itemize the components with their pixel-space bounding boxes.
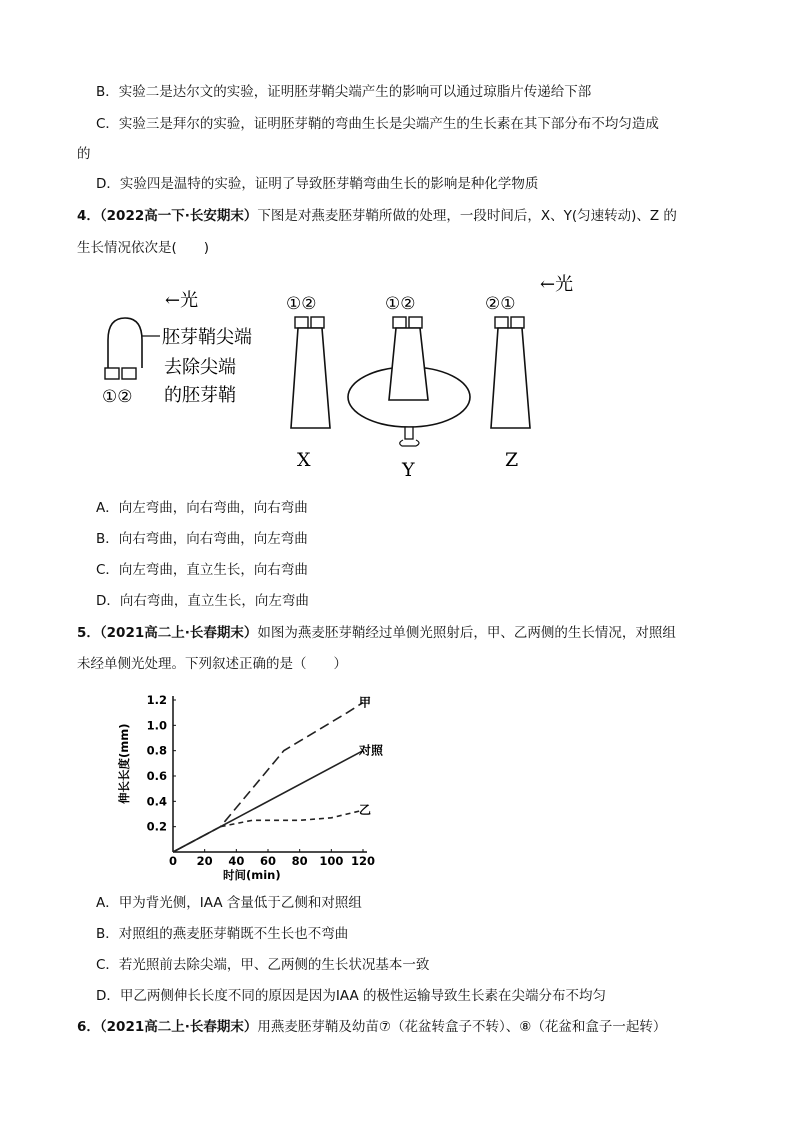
q6-stem-line1: [77, 1018, 666, 1036]
q4-figure: [95, 268, 615, 483]
series-label: 甲: [359, 695, 372, 710]
x-tick-label: 60: [259, 854, 277, 868]
y-tick-label: 0.8: [146, 743, 167, 758]
prev-option-c-cont: 的: [77, 146, 91, 162]
x-tick-label: 120: [350, 854, 376, 868]
y-tick-label: 1.2: [146, 693, 167, 707]
series-line-对照: [173, 751, 363, 852]
q5-growth-chart: [110, 688, 390, 883]
q5-source: （2021高二上·长春期末）: [99, 625, 258, 641]
x-axis-label: 时间(min): [223, 868, 281, 882]
q5-option-d: D．甲乙两侧伸长长度不同的原因是因为IAA 的极性运输导致生长素在尖端分布不均匀: [96, 988, 607, 1004]
coleoptile-tip-shape: [108, 318, 142, 368]
x-tick-label: 0: [168, 854, 178, 868]
y-axis-label: 伸长长度(mm): [117, 723, 131, 804]
prev-option-d: D．实验四是温特的实验，证明了导致胚芽鞘弯曲生长的影响是种化学物质: [96, 176, 539, 192]
light-label-left: ←光: [165, 290, 199, 311]
q5-number: 5．: [77, 625, 100, 641]
x-tick-label: 20: [196, 854, 213, 868]
q4-option-d: D．向右弯曲，直立生长，向左弯曲: [96, 593, 309, 609]
q4-option-a: A．向左弯曲，向右弯曲，向右弯曲: [96, 500, 308, 516]
x-coleoptile: [291, 328, 330, 428]
q4-stem-line2: 生长情况依次是( ): [77, 240, 210, 256]
series-label: 对照: [359, 743, 384, 758]
y-tick-label: 0.2: [146, 819, 167, 834]
q5-option-a: A．甲为背光侧，IAA 含量低于乙侧和对照组: [96, 895, 362, 911]
x-block-2: [311, 317, 324, 328]
rotation-axis: [405, 427, 413, 439]
q5-option-b: B．对照组的燕麦胚芽鞘既不生长也不弯曲: [96, 926, 349, 942]
chart-axes: [173, 696, 367, 852]
y-block-2: [409, 317, 422, 328]
removed-label-2: 的胚芽鞘: [164, 385, 236, 406]
removed-label-1: 去除尖端: [164, 357, 236, 378]
z-block-2: [511, 317, 524, 328]
z-block-labels: ②①: [485, 294, 516, 314]
q4-option-c: C．向左弯曲，直立生长，向右弯曲: [96, 562, 308, 578]
y-tick-label: 0.4: [146, 794, 167, 809]
tip-block-labels: ①②: [102, 387, 133, 407]
y-tick-label: 0.6: [146, 769, 167, 783]
z-label: Z: [505, 449, 519, 471]
q4-number: 4．: [77, 208, 100, 224]
x-label: X: [297, 449, 311, 471]
tip-block-2: [122, 368, 136, 379]
series-line-甲: [173, 703, 363, 852]
x-block-labels: ①②: [286, 294, 317, 314]
q6-source: （2021高二上·长春期末）: [99, 1019, 258, 1035]
prev-option-b: B．实验二是达尔文的实验，证明胚芽鞘尖端产生的影响可以通过琼脂片传递给下部: [96, 84, 592, 100]
y-block-1: [393, 317, 406, 328]
z-coleoptile: [491, 328, 530, 428]
q4-option-b: B．向右弯曲，向右弯曲，向左弯曲: [96, 531, 308, 547]
x-tick-label: 40: [228, 854, 245, 868]
q5-stem-line2: 未经单侧光处理。下列叙述正确的是（ ）: [77, 656, 347, 672]
q5-stem: 如图为燕麦胚芽鞘经过单侧光照射后，甲、乙两侧的生长情况，对照组: [257, 625, 676, 641]
x-block-1: [295, 317, 308, 328]
y-label: Y: [402, 459, 415, 481]
tip-label: 胚芽鞘尖端: [162, 327, 252, 348]
q5-option-c: C．若光照前去除尖端，甲、乙两侧的生长状况基本一致: [96, 957, 430, 973]
rotation-arrow-icon: [400, 440, 419, 446]
prev-option-c: C．实验三是拜尔的实验，证明胚芽鞘的弯曲生长是尖端产生的生长素在其下部分布不均匀造成: [96, 116, 659, 132]
q4-stem: 下图是对燕麦胚芽鞘所做的处理，一段时间后，X、Y(匀速转动)、Z 的: [257, 208, 677, 224]
q5-stem-line1: [77, 624, 676, 642]
light-label-right: ←光: [540, 274, 574, 295]
q6-number: 6．: [77, 1019, 100, 1035]
q6-stem: 用燕麦胚芽鞘及幼苗⑦（花盆转盒子不转）、⑧（花盆和盒子一起转）: [257, 1019, 667, 1035]
chart-series: [173, 703, 363, 852]
y-coleoptile: [389, 328, 428, 400]
x-tick-label: 100: [319, 854, 344, 868]
y-block-labels: ①②: [385, 294, 416, 314]
q4-stem-line1: [77, 207, 677, 225]
series-line-乙: [173, 810, 363, 852]
y-tick-label: 1.0: [146, 718, 167, 733]
x-tick-label: 80: [291, 854, 308, 868]
series-label: 乙: [359, 803, 372, 818]
tip-block-1: [105, 368, 119, 379]
z-block-1: [495, 317, 508, 328]
chart-labels: [117, 693, 384, 882]
q4-source: （2022高一下·长安期末）: [99, 208, 258, 224]
